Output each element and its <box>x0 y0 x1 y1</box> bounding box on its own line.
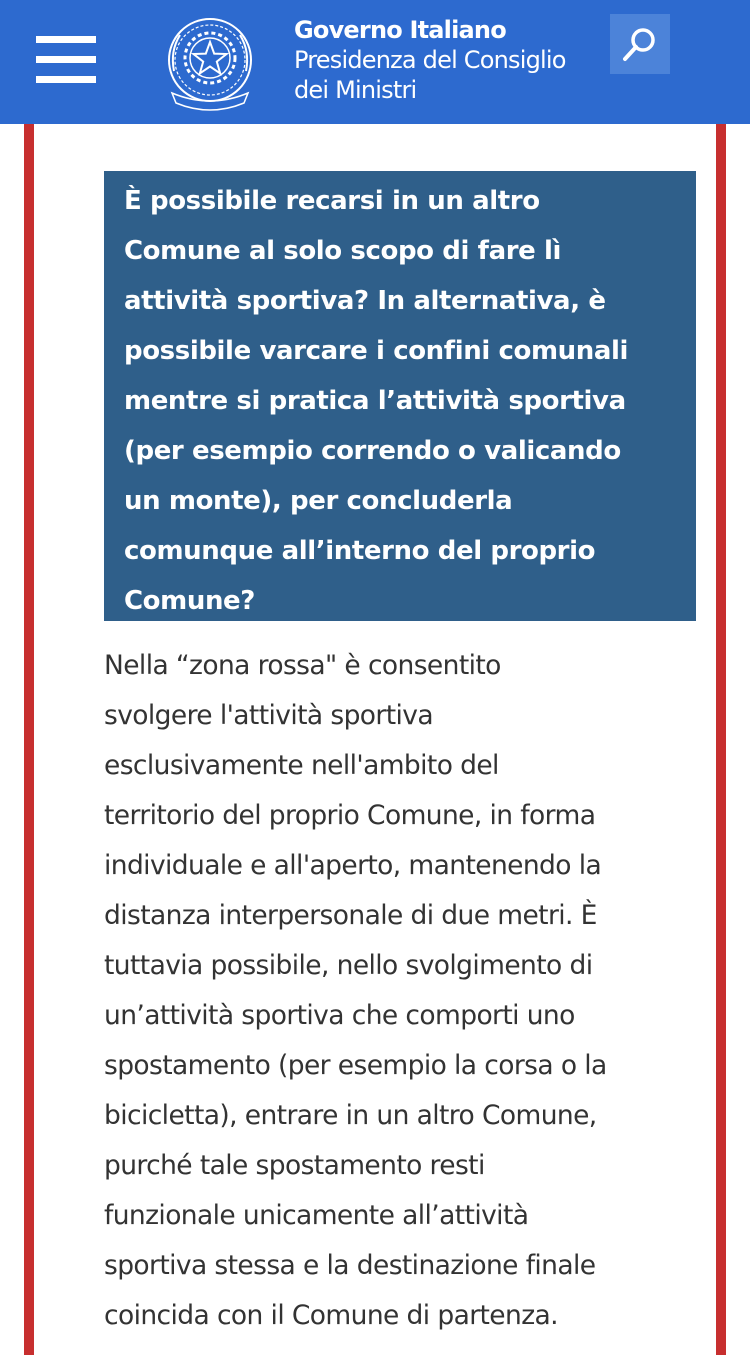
brand-title[interactable] <box>294 16 566 105</box>
menu-line <box>36 56 96 63</box>
site-header <box>0 0 750 124</box>
brand-line-1: Governo Italiano <box>294 16 506 44</box>
brand-line-2: Presidenza del Consiglio <box>294 46 566 74</box>
search-icon <box>610 14 670 74</box>
faq-answer: Nella “zona rossa" è consentito svolgere l'attività sportiva esclusivamente nell'ambito del territorio del proprio Comune, in forma individuale e all'aperto, mantenendo la distanza interpersonale di due metri. È tuttavia possibile, nello svolgimento di un’attività sportiva che comporti uno spostamento (per esempio la corsa o la bicicletta), entrare in un altro Comune, purché tale spostamento resti funzionale unicamente all’attività sportiva stessa e la destinazione finale coincida con il Comune di partenza. <box>104 650 607 1331</box>
italian-republic-emblem[interactable] <box>164 11 256 113</box>
search-button[interactable] <box>610 14 670 74</box>
brand-line-3: dei Ministri <box>294 76 417 104</box>
left-accent-bar <box>24 124 34 1355</box>
menu-line <box>36 76 96 83</box>
faq-question: È possibile recarsi in un altro Comune al solo scopo di fare lì attività sportiva? In alternativa, è possibile varcare i confini comunali mentre si pratica l’attività sportiva (per esempio correndo o valicando un monte), per concluderla comunque all’interno del proprio Comune? <box>104 171 696 621</box>
hamburger-menu-icon[interactable] <box>36 34 96 86</box>
menu-line <box>36 36 96 43</box>
right-accent-bar <box>716 124 726 1355</box>
